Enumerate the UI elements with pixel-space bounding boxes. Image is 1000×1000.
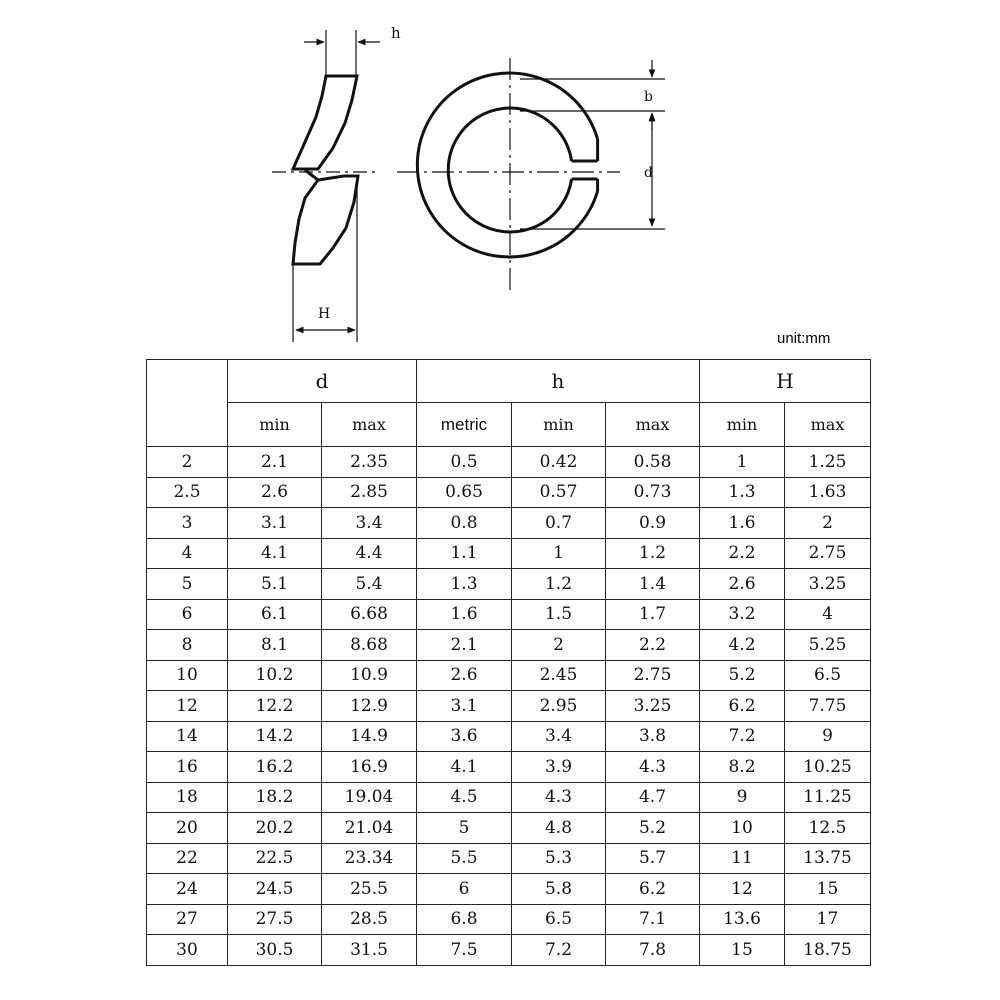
- cell-size: 24: [147, 874, 228, 905]
- cell-H-max: 15: [785, 874, 871, 905]
- cell-d-min: 10.2: [228, 660, 322, 691]
- cell-d-min: 20.2: [228, 813, 322, 844]
- cell-d-min: 27.5: [228, 904, 322, 935]
- subheader-h-metric: metric: [417, 403, 512, 447]
- cell-d-min: 14.2: [228, 721, 322, 752]
- cell-h-max: 3.8: [606, 721, 700, 752]
- cell-H-min: 12: [700, 874, 785, 905]
- cell-h-metric: 1.1: [417, 538, 512, 569]
- cell-h-metric: 0.8: [417, 508, 512, 539]
- cell-H-max: 11.25: [785, 782, 871, 813]
- table-row: [147, 721, 871, 752]
- cell-H-max: 2.75: [785, 538, 871, 569]
- table-row: [147, 935, 871, 966]
- cell-H-max: 12.5: [785, 813, 871, 844]
- cell-H-min: 5.2: [700, 660, 785, 691]
- cell-H-min: 11: [700, 843, 785, 874]
- cell-h-max: 1.4: [606, 569, 700, 600]
- cell-H-min: 9: [700, 782, 785, 813]
- cell-H-max: 4: [785, 599, 871, 630]
- cell-h-max: 4.3: [606, 752, 700, 783]
- cell-d-max: 8.68: [322, 630, 417, 661]
- cell-H-min: 7.2: [700, 721, 785, 752]
- cell-h-max: 5.7: [606, 843, 700, 874]
- subheader-d-min: min: [228, 403, 322, 447]
- cell-H-max: 7.75: [785, 691, 871, 722]
- cell-d-min: 6.1: [228, 599, 322, 630]
- cell-h-metric: 0.65: [417, 477, 512, 508]
- cell-h-metric: 5.5: [417, 843, 512, 874]
- cell-size: 2: [147, 447, 228, 478]
- cell-h-min: 1.2: [512, 569, 606, 600]
- cell-H-min: 1.3: [700, 477, 785, 508]
- cell-h-metric: 6: [417, 874, 512, 905]
- cell-h-metric: 4.1: [417, 752, 512, 783]
- cell-H-min: 1.6: [700, 508, 785, 539]
- cell-size: 10: [147, 660, 228, 691]
- cell-d-max: 21.04: [322, 813, 417, 844]
- cell-h-max: 1.7: [606, 599, 700, 630]
- cell-d-max: 16.9: [322, 752, 417, 783]
- cell-h-max: 6.2: [606, 874, 700, 905]
- cell-d-min: 24.5: [228, 874, 322, 905]
- cell-d-min: 16.2: [228, 752, 322, 783]
- table-row: [147, 782, 871, 813]
- subheader-h-max: max: [606, 403, 700, 447]
- cell-h-min: 5.3: [512, 843, 606, 874]
- cell-d-min: 4.1: [228, 538, 322, 569]
- cell-size: 30: [147, 935, 228, 966]
- dim-h-label: h: [391, 24, 401, 42]
- cell-h-metric: 0.5: [417, 447, 512, 478]
- table-row: [147, 752, 871, 783]
- table-row: [147, 874, 871, 905]
- cell-h-min: 4.3: [512, 782, 606, 813]
- dim-H-label: H: [318, 306, 331, 322]
- cell-h-metric: 7.5: [417, 935, 512, 966]
- sub-header-row: [147, 403, 871, 447]
- subheader-H-min: min: [700, 403, 785, 447]
- cell-H-max: 3.25: [785, 569, 871, 600]
- unit-label: unit:mm: [777, 330, 831, 347]
- cell-d-max: 25.5: [322, 874, 417, 905]
- cell-d-max: 2.85: [322, 477, 417, 508]
- cell-h-max: 4.7: [606, 782, 700, 813]
- cell-d-max: 4.4: [322, 538, 417, 569]
- cell-size: 22: [147, 843, 228, 874]
- cell-size: 5: [147, 569, 228, 600]
- cell-H-min: 2.6: [700, 569, 785, 600]
- table-row: [147, 630, 871, 661]
- cell-h-metric: 1.3: [417, 569, 512, 600]
- cell-H-max: 2: [785, 508, 871, 539]
- table-row: [147, 843, 871, 874]
- cell-h-metric: 4.5: [417, 782, 512, 813]
- cell-H-min: 3.2: [700, 599, 785, 630]
- cell-h-min: 4.8: [512, 813, 606, 844]
- size-header-cell: [147, 360, 228, 447]
- cell-H-max: 18.75: [785, 935, 871, 966]
- cell-H-min: 8.2: [700, 752, 785, 783]
- cell-size: 3: [147, 508, 228, 539]
- cell-H-max: 17: [785, 904, 871, 935]
- cell-h-min: 5.8: [512, 874, 606, 905]
- table-row: [147, 477, 871, 508]
- header-h: h: [417, 360, 700, 403]
- cell-h-metric: 3.6: [417, 721, 512, 752]
- cell-size: 27: [147, 904, 228, 935]
- cell-H-max: 9: [785, 721, 871, 752]
- table-row: [147, 904, 871, 935]
- cell-h-min: 0.42: [512, 447, 606, 478]
- cell-H-min: 2.2: [700, 538, 785, 569]
- cell-h-max: 0.58: [606, 447, 700, 478]
- cell-d-max: 31.5: [322, 935, 417, 966]
- cell-h-min: 2.95: [512, 691, 606, 722]
- cell-h-metric: 5: [417, 813, 512, 844]
- cell-h-metric: 6.8: [417, 904, 512, 935]
- cell-d-max: 19.04: [322, 782, 417, 813]
- cell-H-min: 13.6: [700, 904, 785, 935]
- cell-h-min: 2: [512, 630, 606, 661]
- table-row: [147, 447, 871, 478]
- cell-size: 16: [147, 752, 228, 783]
- cell-size: 4: [147, 538, 228, 569]
- table-row: [147, 813, 871, 844]
- cell-h-metric: 2.1: [417, 630, 512, 661]
- cell-h-min: 0.57: [512, 477, 606, 508]
- cell-H-min: 15: [700, 935, 785, 966]
- cell-d-max: 3.4: [322, 508, 417, 539]
- cell-d-max: 5.4: [322, 569, 417, 600]
- cell-h-max: 5.2: [606, 813, 700, 844]
- cell-H-min: 4.2: [700, 630, 785, 661]
- cell-d-min: 3.1: [228, 508, 322, 539]
- cell-h-max: 2.2: [606, 630, 700, 661]
- cell-H-min: 6.2: [700, 691, 785, 722]
- cell-h-min: 2.45: [512, 660, 606, 691]
- cell-h-min: 3.4: [512, 721, 606, 752]
- header-d: d: [228, 360, 417, 403]
- cell-h-max: 3.25: [606, 691, 700, 722]
- cell-h-max: 0.9: [606, 508, 700, 539]
- cell-h-min: 3.9: [512, 752, 606, 783]
- cell-h-min: 1: [512, 538, 606, 569]
- cell-size: 20: [147, 813, 228, 844]
- table-row: [147, 538, 871, 569]
- cell-h-min: 1.5: [512, 599, 606, 630]
- cell-d-min: 12.2: [228, 691, 322, 722]
- table-row: [147, 569, 871, 600]
- table-row: [147, 660, 871, 691]
- cell-H-max: 1.63: [785, 477, 871, 508]
- cell-h-min: 6.5: [512, 904, 606, 935]
- subheader-d-max: max: [322, 403, 417, 447]
- cell-H-max: 6.5: [785, 660, 871, 691]
- cell-size: 12: [147, 691, 228, 722]
- cell-h-max: 7.1: [606, 904, 700, 935]
- dim-b-label: b: [644, 89, 653, 105]
- cell-size: 8: [147, 630, 228, 661]
- cell-d-max: 2.35: [322, 447, 417, 478]
- cell-H-max: 10.25: [785, 752, 871, 783]
- cell-h-max: 2.75: [606, 660, 700, 691]
- subheader-H-max: max: [785, 403, 871, 447]
- cell-size: 14: [147, 721, 228, 752]
- cell-d-min: 18.2: [228, 782, 322, 813]
- group-header-row: [147, 360, 871, 403]
- cell-size: 2.5: [147, 477, 228, 508]
- cell-d-max: 12.9: [322, 691, 417, 722]
- header-H: H: [700, 360, 871, 403]
- cell-H-min: 1: [700, 447, 785, 478]
- cell-h-metric: 2.6: [417, 660, 512, 691]
- cell-d-min: 5.1: [228, 569, 322, 600]
- cell-h-metric: 3.1: [417, 691, 512, 722]
- cell-d-min: 2.1: [228, 447, 322, 478]
- cell-d-max: 14.9: [322, 721, 417, 752]
- table-row: [147, 599, 871, 630]
- cell-h-min: 0.7: [512, 508, 606, 539]
- table-row: [147, 508, 871, 539]
- cell-h-max: 1.2: [606, 538, 700, 569]
- cell-d-max: 10.9: [322, 660, 417, 691]
- cell-d-min: 30.5: [228, 935, 322, 966]
- cell-h-metric: 1.6: [417, 599, 512, 630]
- cell-d-max: 23.34: [322, 843, 417, 874]
- cell-h-max: 7.8: [606, 935, 700, 966]
- dim-d-label: d: [644, 165, 653, 181]
- cell-h-max: 0.73: [606, 477, 700, 508]
- cell-d-min: 2.6: [228, 477, 322, 508]
- table-body: [147, 447, 871, 966]
- cell-d-max: 28.5: [322, 904, 417, 935]
- cell-d-min: 22.5: [228, 843, 322, 874]
- cell-H-max: 1.25: [785, 447, 871, 478]
- subheader-h-min: min: [512, 403, 606, 447]
- spring-washer-size-table: [146, 359, 871, 966]
- cell-h-min: 7.2: [512, 935, 606, 966]
- spring-washer-technical-drawing: [0, 0, 1000, 345]
- cell-size: 18: [147, 782, 228, 813]
- washer-side-view: [293, 76, 358, 264]
- table-row: [147, 691, 871, 722]
- cell-size: 6: [147, 599, 228, 630]
- cell-d-max: 6.68: [322, 599, 417, 630]
- cell-H-max: 5.25: [785, 630, 871, 661]
- cell-H-min: 10: [700, 813, 785, 844]
- cell-H-max: 13.75: [785, 843, 871, 874]
- cell-d-min: 8.1: [228, 630, 322, 661]
